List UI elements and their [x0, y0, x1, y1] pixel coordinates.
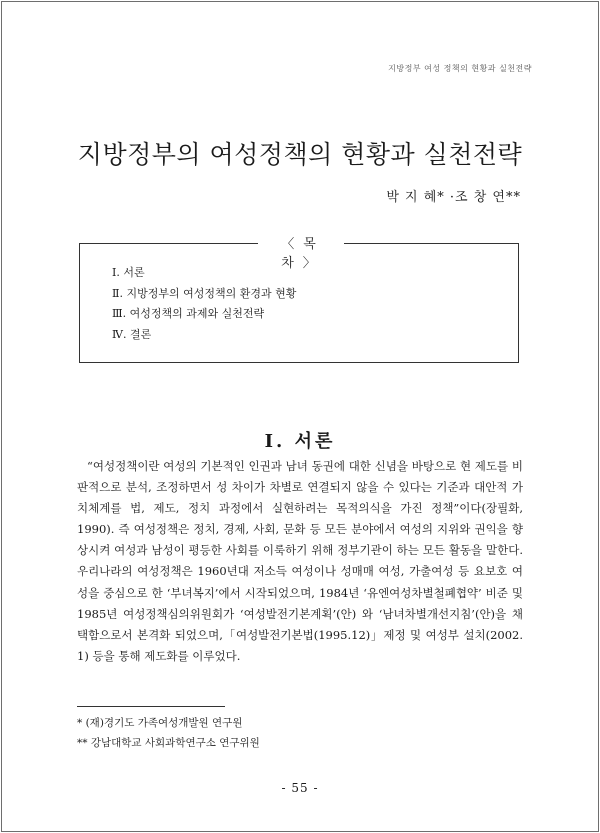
footnotes [77, 713, 260, 753]
section-heading: Ⅰ. 서론 [264, 430, 336, 452]
toc-heading-label: 목 차 [281, 237, 325, 271]
toc-item: Ⅳ. 결론 [112, 327, 152, 341]
author-line: 박 지 혜* ·조 창 연** [386, 190, 521, 205]
toc-heading-open-bracket: 〈 [281, 237, 304, 252]
page-number: - 55 - [281, 781, 319, 795]
page-border [1, 1, 599, 832]
footnote-divider [77, 706, 225, 707]
paper-title: 지방정부의 여성정책의 현황과 실천전략 [77, 139, 523, 169]
toc-list [112, 266, 296, 348]
toc-heading-close-bracket: 〉 [302, 256, 325, 271]
toc-item: Ⅲ. 여성정책의 과제와 실천전략 [112, 307, 265, 320]
body-paragraph: “여성정책이란 여성의 기본적인 인권과 남녀 동권에 대한 신념을 바탕으로 현 제도를 비판적으로 분석, 조정하면서 성 차이가 차별로 연결되지 않을 수 있다는 기준과 대안적 가치체계를 법, 제도, 정치 과정에서 실현하려는 목적의식을 가진 정책”이다(장필화, 1990). 즉 여성정책은 정치, 경제, 사회, 문화 등 모든 분야에서 여성의 지위와 권익을 향상시켜 여성과 남성이 평등한 사회를 이룩하기 위해 정부기관이 하는 모든 활동을 말한다. 우리나라의 여성정책은 1960년대 저소득 여성이나 성매매 여성, 가출여성 등 요보호 여성을 중심으로 한 ‘부녀복지’에서 시작되었으며, 1984년 ‘유엔여성차별철폐협약’ 비준 및 1985년 여성정책심의위원회가 ‘여성발전기본계획’(안) 와 ‘남녀차별개선지침’(안)을 채택함으로서 본격화 되었으며,「여성발전기본법(1995.12)」제정 및 여성부 설치(2002. 1) 등을 통해 제도화를 이루었다. [77, 459, 523, 663]
toc-item: Ⅱ. 지방정부의 여성정책의 환경과 현황 [112, 286, 297, 300]
running-head: 지방정부 여성 정책의 현황과 실천전략 [388, 64, 532, 73]
toc-item: Ⅰ. 서론 [112, 266, 145, 279]
footnote-item: ** 강남대학교 사회과학연구소 연구위원 [77, 737, 260, 749]
footnote-item: * (재)경기도 가족여성개발원 연구원 [77, 717, 243, 729]
